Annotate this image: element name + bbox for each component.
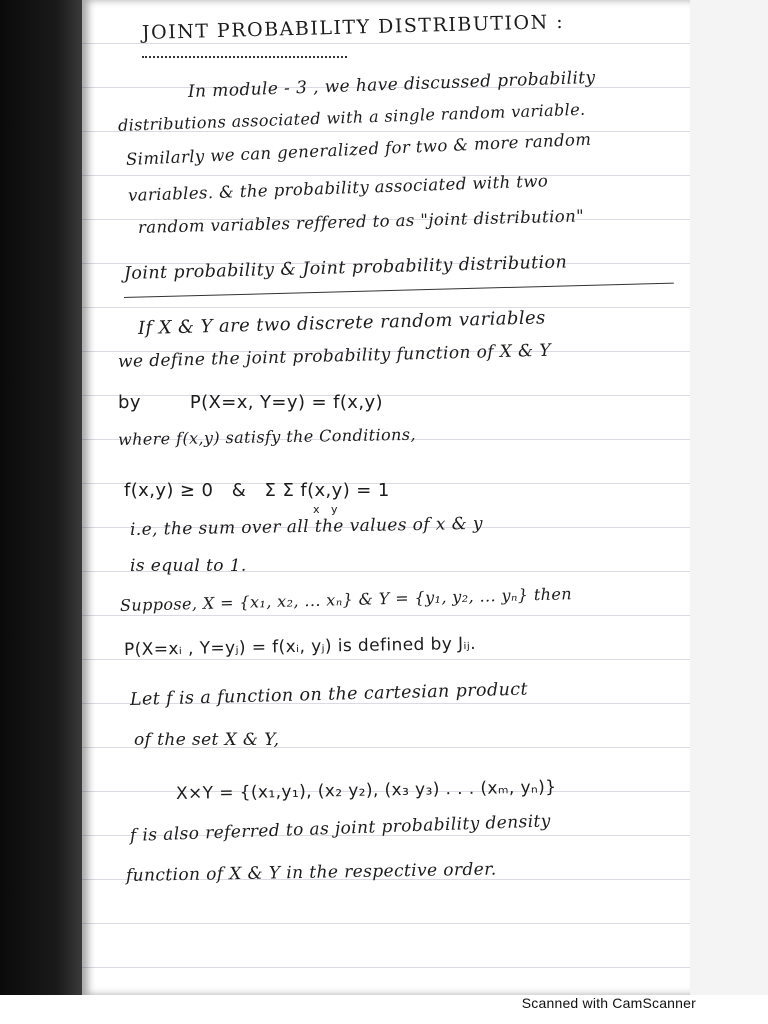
body-line-8: Suppose, X = {x₁, x₂, ... xₙ} & Y = {y₁, y₂, ... yₙ} then	[119, 584, 573, 615]
sum-subscript-x: x	[313, 503, 320, 516]
body-line-13: f is also referred to as joint probability density	[129, 811, 552, 846]
intro-line-5: random variables reffered to as "joint distribution"	[137, 206, 585, 237]
page-title: JOINT PROBABILITY DISTRIBUTION :	[141, 10, 565, 44]
body-line-10: Let f is a function on the cartesian product	[129, 679, 529, 710]
body-line-11: of the set X & Y,	[134, 730, 280, 750]
intro-line-1: In module - 3 , we have discussed probability	[187, 67, 596, 102]
section-heading: Joint probability & Joint probability distribution	[123, 252, 568, 284]
body-line-4: where f(x,y) satisfy the Conditions,	[117, 424, 417, 449]
scan-border-right	[690, 0, 768, 995]
body-line-9: P(X=xᵢ , Y=yⱼ) = f(xᵢ, yⱼ) is defined by Jᵢⱼ.	[123, 633, 477, 660]
scan-border-left	[0, 0, 82, 995]
intro-line-3: Similarly we can generalized for two & more random	[125, 129, 592, 169]
body-line-1: If X & Y are two discrete random variables	[137, 307, 546, 339]
body-line-3: by P(X=x, Y=y) = f(x,y)	[118, 392, 383, 413]
body-line-2: we define the joint probability function of X & Y	[117, 340, 552, 372]
title-underline	[142, 56, 347, 58]
body-line-12: X×Y = {(x₁,y₁), (x₂ y₂), (x₃ y₃) . . . (xₘ, yₙ)}	[175, 777, 557, 804]
scanner-watermark: Scanned with CamScanner	[521, 995, 696, 1011]
body-line-5: f(x,y) ≥ 0 & Σ Σ f(x,y) = 1	[124, 480, 390, 501]
sum-subscript-y: y	[331, 503, 338, 516]
intro-line-2: distributions associated with a single random variable.	[117, 99, 586, 135]
body-line-6: i.e, the sum over all the values of x & y	[129, 513, 484, 540]
body-line-7: is equal to 1.	[130, 556, 247, 576]
intro-line-4: variables. & the probability associated with two	[127, 171, 549, 205]
body-line-14: function of X & Y in the respective order.	[125, 859, 497, 886]
